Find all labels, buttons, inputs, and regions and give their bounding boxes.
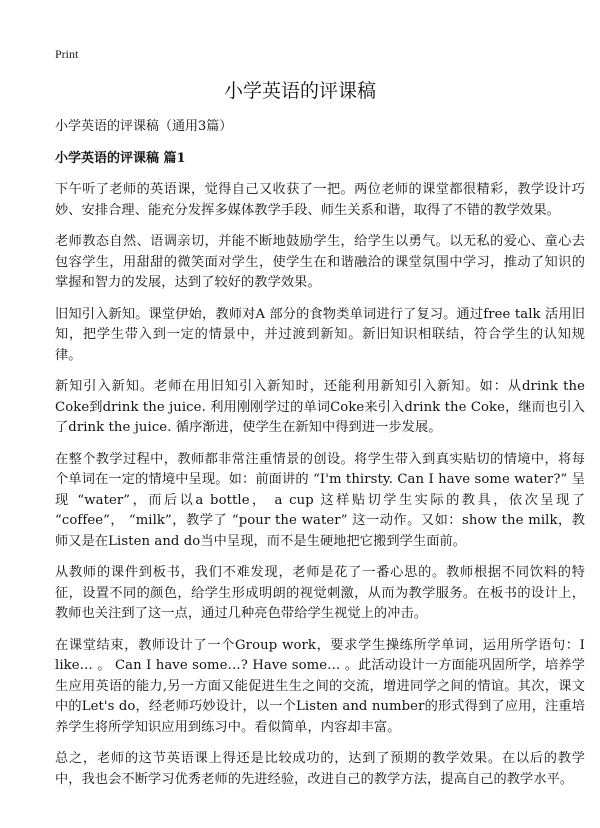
paragraph: 在整个教学过程中，教师都非常注重情景的创设。将学生带入到真实贴切的情境中，将每个单词在一定的情境中呈现。如：前面讲的 “I'm thirsty. Can I have some water?” 呈现 “water”，而后以a bottle， a cup 这样贴切学生实际的教具，依次呈现了 “coffee”， “milk”，教学了 “pour the water” 这一动作。又如：show the milk，教师又是在Listen and do当中呈现，而不是生硬地把它搬到学生面前。 <box>55 451 585 549</box>
page-title: 小学英语的评课稿 <box>223 80 376 102</box>
paragraph: 总之，老师的这节英语课上得还是比较成功的，达到了预期的教学效果。在以后的教学中，我也会不断学习优秀老师的先进经验，改进自己的教学方法，提高自己的教学水平。 <box>55 751 585 787</box>
document-body <box>55 180 585 801</box>
document-subtitle: 小学英语的评课稿（通用3篇） <box>55 119 233 134</box>
paragraph: 从教师的课件到板书，我们不难发现，老师是花了一番心思的。教师根据不同饮料的特征，设置不同的颜色，给学生形成明朗的视觉刺激，从而为教学服务。在板书的设计上，教师也关注到了这一点，通过几种亮色带给学生视觉上的冲击。 <box>55 565 585 621</box>
paragraph: 下午听了老师的英语课，觉得自己又收获了一把。两位老师的课堂都很精彩，教学设计巧妙、安排合理、能充分发挥多媒体教学手段、师生关系和谐，取得了不错的教学效果。 <box>55 182 585 218</box>
section-heading: 小学英语的评课稿 篇1 <box>55 151 186 166</box>
paragraph: 在课堂结束，教师设计了一个Group work，要求学生操练所学单词，运用所学语句：I like… 。 Can I have some…? Have some… 。此活动设计一方面能巩固所学，培养学生应用英语的能力,另一方面又能促进生生之间的交流，增进同学之间的情谊。其次，课文中的Let's do，经老师巧妙设计，以一个Listen and number的形式得到了应用，注重培养学生将所学知识应用到练习中。看似简单，内容却丰富。 <box>55 637 585 735</box>
paragraph: 新知引入新知。老师在用旧知引入新知时，还能利用新知引入新知。如：从drink the Coke到drink the juice. 利用刚刚学过的单词Coke来引入drink the Coke，继而也引入了drink the juice. 循序渐进，使学生在新知中得到进一步发展。 <box>55 379 585 435</box>
print-label: Print <box>55 47 79 61</box>
paragraph: 老师教态自然、语调亲切，并能不断地鼓励学生，给学生以勇气。以无私的爱心、童心去包容学生，用甜甜的微笑面对学生，使学生在和谐融洽的课堂氛围中学习，推动了知识的掌握和智力的发展，达到了较好的教学效果。 <box>55 234 585 290</box>
paragraph: 旧知引入新知。课堂伊始，教师对A 部分的食物类单词进行了复习。通过free talk 活用旧知，把学生带入到一定的情景中，并过渡到新知。新旧知识相联结，符合学生的认知规律。 <box>55 306 585 363</box>
